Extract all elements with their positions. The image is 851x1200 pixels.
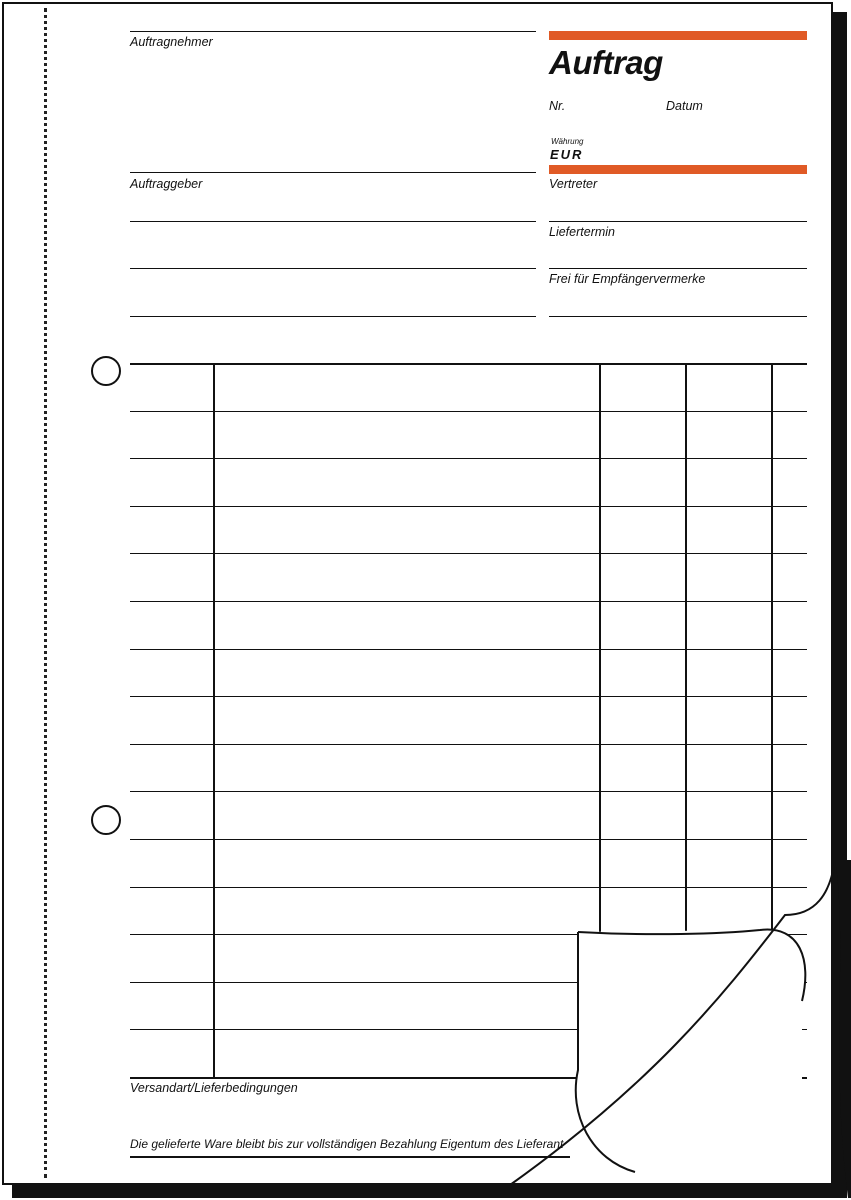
representative-label: Vertreter: [549, 177, 598, 191]
retention-note: Die gelieferte Ware bleibt bis zur vollständigen Bezahlung Eigentum des Lieferant: [130, 1137, 564, 1151]
recipient-notes-label: Frei für Empfängervermerke: [549, 272, 706, 286]
currency-value: EUR: [550, 147, 584, 162]
client-label: Auftraggeber: [130, 177, 203, 191]
curl-shadow: [835, 860, 851, 1198]
shipping-label: Versandart/Lieferbedingungen: [130, 1081, 298, 1095]
delivery-date-label: Liefertermin: [549, 225, 615, 239]
currency-label: Währung: [551, 137, 584, 146]
date-label: Datum: [666, 99, 703, 113]
contractor-label: Auftragnehmer: [130, 35, 213, 49]
number-label: Nr.: [549, 99, 566, 113]
form-title: Auftrag: [549, 44, 663, 81]
curl-backside: [576, 930, 806, 1172]
